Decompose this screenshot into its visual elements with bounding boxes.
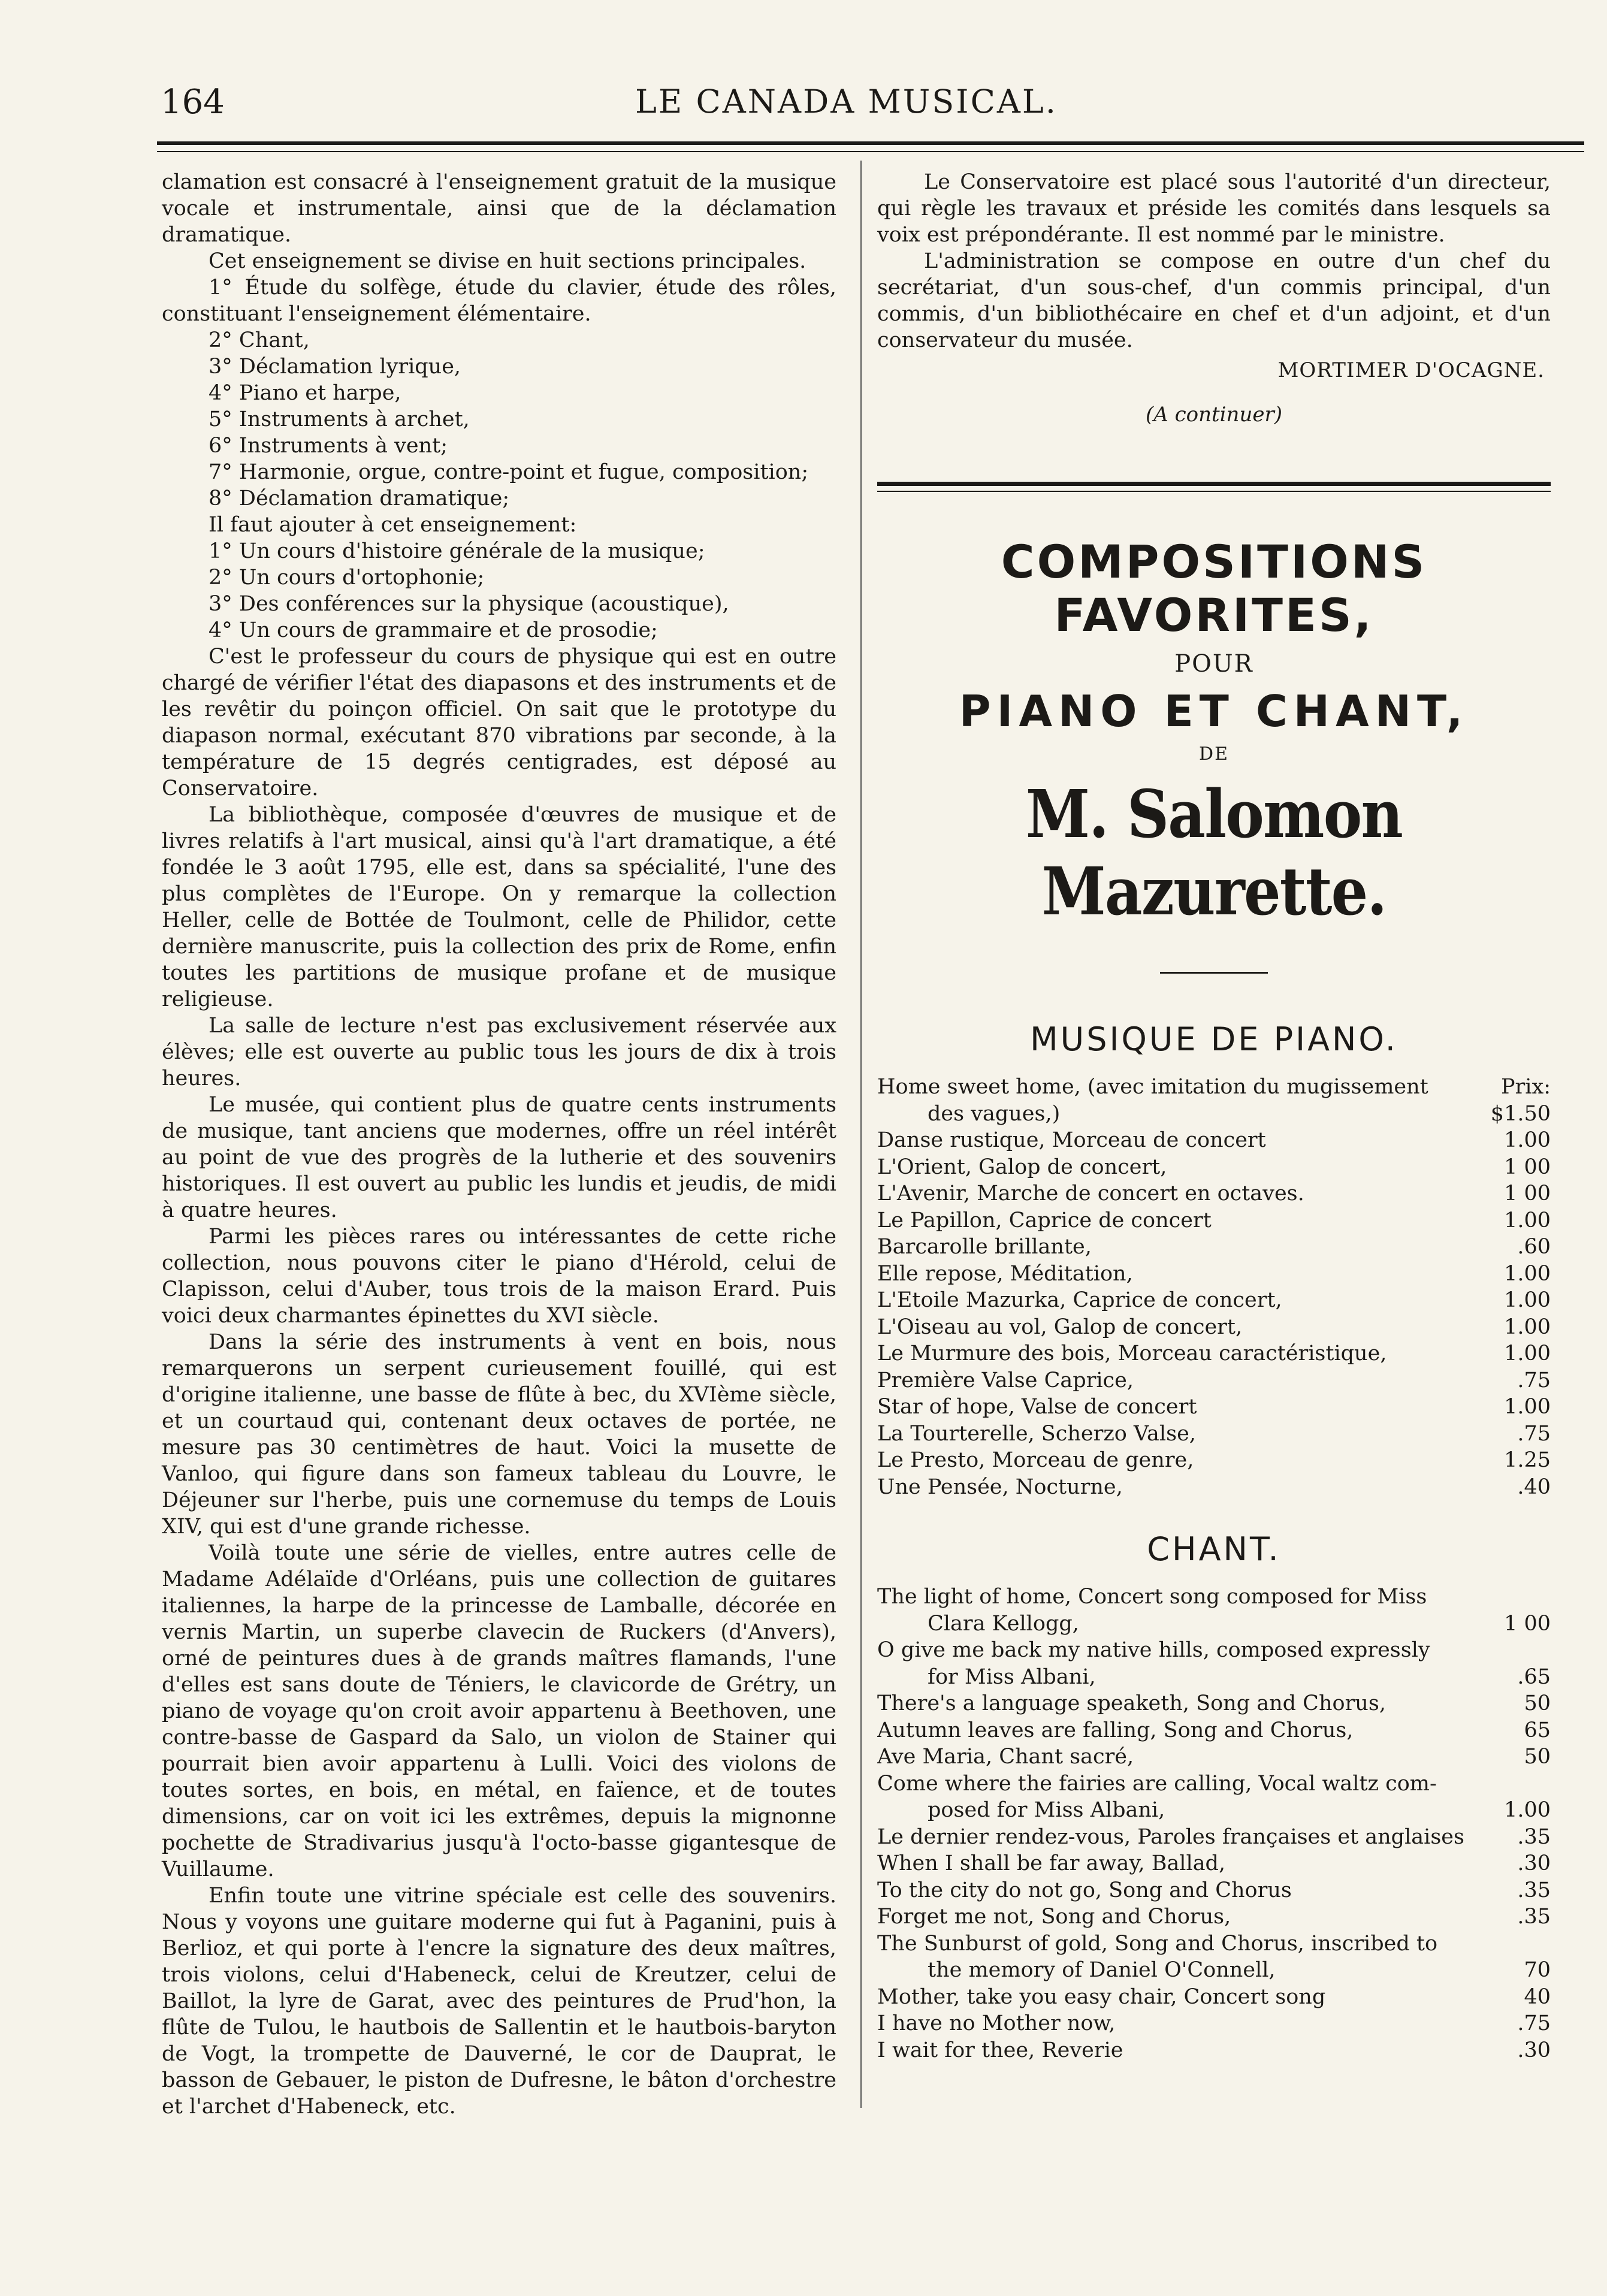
- page-number: 164: [161, 83, 225, 122]
- advert-title: COMPOSITIONS FAVORITES,: [1001, 535, 1427, 642]
- composition-title: Le dernier rendez-vous, Paroles françaises et anglaises: [877, 1824, 1464, 1849]
- composition-title: When I shall be far away, Ballad,: [877, 1851, 1226, 1875]
- list-item: 8° Déclamation dramatique;: [209, 487, 510, 510]
- composition-title: Barcarolle brillante,: [877, 1235, 1092, 1259]
- column-divider: [860, 161, 862, 2108]
- composition-price: 1.00: [1504, 1315, 1551, 1339]
- price-list-row: [877, 1127, 1551, 1154]
- composition-title: posed for Miss Albani,: [928, 1798, 1165, 1822]
- price-list-row: [877, 1584, 1551, 1611]
- chant-price-list: [877, 1584, 1551, 2064]
- price-list-row: [877, 1771, 1551, 1797]
- price-list-row: [877, 1287, 1551, 1314]
- composition-price: 1.00: [1504, 1342, 1551, 1365]
- composition-title: L'Oiseau au vol, Galop de concert,: [877, 1315, 1243, 1339]
- composer-name: M. Salomon Mazurette.: [1025, 775, 1403, 930]
- composition-title: I have no Mother now,: [877, 2011, 1116, 2035]
- composition-title: Come where the fairies are calling, Vocal waltz com-: [877, 1771, 1437, 1796]
- composition-title: for Miss Albani,: [928, 1664, 1096, 1689]
- paragraph: 1° Étude du solfège, étude du clavier, étude des rôles, constituant l'enseignement élémentaire.: [162, 276, 836, 326]
- price-list-row: [877, 1154, 1551, 1181]
- paragraph: C'est le professeur du cours de physique qui est en outre chargé de vérifier l'état des diapasons et des instruments et de les revêtir du poinçon officiel. On sait que le prototype du diapason normal, exécutant 870 vibrations par seconde, à la température de 15 degrés centigrades, est déposé au Conservatoire.: [162, 645, 836, 800]
- list-item: 2° Un cours d'ortophonie;: [209, 566, 485, 590]
- composition-price: 50: [1524, 1691, 1551, 1715]
- price-list-row: [877, 1394, 1551, 1421]
- advert-subtitle: PIANO ET CHANT,: [959, 686, 1469, 736]
- composition-price: 1.00: [1504, 1288, 1551, 1312]
- list-item: 3° Des conférences sur la physique (acoustique),: [209, 592, 729, 616]
- price-list-row: [877, 1314, 1551, 1341]
- price-list-row: [877, 1207, 1551, 1234]
- composition-title: L'Orient, Galop de concert,: [877, 1155, 1167, 1179]
- composition-price: 1 00: [1504, 1611, 1551, 1636]
- paragraph: Cet enseignement se divise en huit sections principales.: [209, 249, 806, 273]
- section-rule: [877, 482, 1551, 486]
- list-item: 2° Chant,: [209, 328, 310, 352]
- left-column: [162, 169, 836, 2120]
- paragraph: Le musée, qui contient plus de quatre cents instruments de musique, tant anciens que modernes, offre un réel intérêt au point de vue des progrès de la lutherie et des souvenirs historiques. Il est ouvert au public les lundis et jeudis, de midi à quatre heures.: [162, 1093, 836, 1222]
- composition-price: .75: [1517, 1421, 1551, 1446]
- composition-title: des vagues,): [928, 1101, 1061, 1126]
- composition-title: La Tourterelle, Scherzo Valse,: [877, 1421, 1196, 1446]
- advert-de: DE: [1199, 744, 1229, 765]
- composition-title: Autumn leaves are falling, Song and Chorus,: [877, 1718, 1354, 1742]
- composition-title: To the city do not go, Song and Chorus: [877, 1878, 1292, 1902]
- composition-price: 1.00: [1504, 1208, 1551, 1232]
- composition-title: Première Valse Caprice,: [877, 1368, 1134, 1392]
- price-list-row: [877, 1367, 1551, 1394]
- right-column: [877, 169, 1551, 2064]
- composition-title: Le Murmure des bois, Morceau caractéristique,: [877, 1342, 1387, 1365]
- composition-title: L'Etoile Mazurka, Caprice de concert,: [877, 1288, 1282, 1312]
- price-list-row: [877, 1101, 1551, 1128]
- price-list-row: [877, 1850, 1551, 1877]
- price-list-row: [877, 1744, 1551, 1771]
- price-list-row: [877, 1611, 1551, 1638]
- piano-price-list: [877, 1074, 1551, 1500]
- price-list-row: [877, 2037, 1551, 2064]
- composition-title: Star of hope, Valse de concert: [877, 1395, 1197, 1419]
- header-rule: [157, 141, 1584, 145]
- price-list-row: [877, 1931, 1551, 1957]
- paragraph: Le Conservatoire est placé sous l'autorité d'un directeur, qui règle les travaux et préside les comités dans lesquels sa voix est prépondérante. Il est nommé par le ministre.: [877, 170, 1551, 247]
- price-list-row: [877, 1717, 1551, 1744]
- composition-price: .30: [1517, 2038, 1551, 2062]
- composition-title: I wait for thee, Reverie: [877, 2038, 1123, 2062]
- composition-price: .75: [1517, 1368, 1551, 1392]
- paragraph: L'administration se compose en outre d'un chef du secrétariat, d'un sous-chef, d'un commis principal, d'un commis, d'un bibliothécaire en chef et d'un adjoint, et d'un conservateur du musée.: [877, 249, 1551, 352]
- composition-price: 1.25: [1504, 1448, 1551, 1472]
- composition-title: Le Papillon, Caprice de concert: [877, 1208, 1212, 1232]
- list-item: 6° Instruments à vent;: [209, 434, 448, 458]
- section-rule-thin: [877, 491, 1551, 492]
- composition-price: $1.50: [1490, 1101, 1551, 1126]
- advertisement: [877, 535, 1551, 2064]
- composition-title: Une Pensée, Nocturne,: [877, 1475, 1123, 1499]
- header-rule-thin: [157, 151, 1584, 152]
- price-list-row: [877, 1074, 1551, 1101]
- composition-title: The light of home, Concert song composed for Miss: [877, 1585, 1427, 1609]
- composition-title: Danse rustique, Morceau de concert: [877, 1128, 1266, 1152]
- composition-price: .35: [1517, 1824, 1551, 1849]
- list-item: Il faut ajouter à cet enseignement:: [209, 513, 577, 537]
- price-list-row: [877, 1797, 1551, 1824]
- paragraph: Enfin toute une vitrine spéciale est celle des souvenirs. Nous y voyons une guitare moderne qui fut à Paganini, puis à Berlioz, et qui porte à l'encre la signature des deux maîtres, trois violons, celui d'Habeneck, celui de Kreutzer, celui de Baillot, la lyre de Garat, avec des peintures de Prud'hon, la flûte de Tulou, le hautbois de Sallentin et le hautbois-baryton de Vogt, la trompette de Dauverné, le cor de Dauprat, le basson de Gebauer, le piston de Dufresne, le bâton d'orchestre et l'archet d'Habeneck, etc.: [162, 1884, 836, 2119]
- composition-price: Prix:: [1500, 1075, 1551, 1099]
- article-signature: MORTIMER D'OCAGNE.: [1277, 358, 1545, 382]
- list-item: 7° Harmonie, orgue, contre-point et fugue, composition;: [209, 460, 809, 484]
- composition-title: Elle repose, Méditation,: [877, 1261, 1133, 1286]
- price-list-row: [877, 1261, 1551, 1288]
- price-list-row: [877, 1984, 1551, 2011]
- composition-title: O give me back my native hills, composed expressly: [877, 1638, 1430, 1662]
- composition-title: The Sunburst of gold, Song and Chorus, inscribed to: [877, 1931, 1438, 1956]
- composition-title: Clara Kellogg,: [928, 1611, 1079, 1636]
- price-list-row: [877, 1340, 1551, 1367]
- section-heading-piano: MUSIQUE DE PIANO.: [1030, 1020, 1398, 1058]
- composition-price: 65: [1524, 1718, 1551, 1742]
- composition-title: Ave Maria, Chant sacré,: [877, 1745, 1134, 1769]
- price-list-row: [877, 1421, 1551, 1448]
- composition-title: Forget me not, Song and Chorus,: [877, 1905, 1231, 1929]
- list-item: 4° Piano et harpe,: [209, 381, 401, 405]
- composition-price: 40: [1524, 1984, 1551, 2009]
- composition-price: .30: [1517, 1851, 1551, 1875]
- price-list-row: [877, 1447, 1551, 1474]
- price-list-row: [877, 1234, 1551, 1261]
- list-item: 1° Un cours d'histoire générale de la musique;: [209, 539, 705, 563]
- list-item: 4° Un cours de grammaire et de prosodie;: [209, 618, 658, 642]
- paragraph: Voilà toute une série de vielles, entre autres celle de Madame Adélaïde d'Orléans, puis une collection de guitares italiennes, la harpe de la princesse de Lamballe, décorée en vernis Martin, un superbe clavecin de Ruckers (d'Anvers), orné de peintures dues à de grands maîtres flamands, l'une d'elles est sans doute de Téniers, le clavicorde de Grétry, un piano de voyage qu'on croit avoir appartenu à Beethoven, une contre-basse de Gaspard da Salo, un violon de Stainer qui pourrait bien avoir appartenu à Lulli. Voici des violons de toutes sortes, en bois, en métal, en faïence, et de toutes dimensions, car on voit ici les extrêmes, depuis la mignonne pochette de Stradivarius jusqu'à l'octo-basse gigantesque de Vuillaume.: [162, 1541, 836, 1881]
- to-be-continued: (A continuer): [1145, 403, 1282, 427]
- price-list-row: [877, 1664, 1551, 1691]
- price-list-row: [877, 2010, 1551, 2037]
- price-list-row: [877, 1180, 1551, 1207]
- list-item: 5° Instruments à archet,: [209, 407, 470, 431]
- composition-price: 1 00: [1504, 1155, 1551, 1179]
- price-list-row: [877, 1637, 1551, 1664]
- price-list-row: [877, 1877, 1551, 1904]
- price-list-row: [877, 1690, 1551, 1717]
- running-title: LE CANADA MUSICAL.: [635, 83, 1058, 120]
- composition-title: There's a language speaketh, Song and Chorus,: [877, 1691, 1386, 1715]
- advert-pour: POUR: [1174, 650, 1253, 678]
- composition-price: .35: [1517, 1905, 1551, 1929]
- composition-price: 1.00: [1504, 1128, 1551, 1152]
- price-list-row: [877, 1904, 1551, 1931]
- paragraph: Dans la série des instruments à vent en bois, nous remarquerons un serpent curieusement fouillé, qui est d'origine italienne, une basse de flûte à bec, du XVIème siècle, et un courtaud qui, contenant deux octaves de portée, ne mesure pas 30 centimètres de haut. Voici la musette de Vanloo, qui figure dans son fameux tableau du Louvre, le Déjeuner sur l'herbe, puis une cornemuse du temps de Louis XIV, qui est d'une grande richesse.: [162, 1330, 836, 1539]
- composition-title: Home sweet home, (avec imitation du mugissement: [877, 1075, 1428, 1099]
- price-list-row: [877, 1957, 1551, 1984]
- section-heading-chant: CHANT.: [1147, 1530, 1281, 1568]
- list-item: 3° Déclamation lyrique,: [209, 355, 461, 379]
- paragraph: La salle de lecture n'est pas exclusivement réservée aux élèves; elle est ouverte au public tous les jours de dix à trois heures.: [162, 1014, 836, 1090]
- composition-price: .60: [1517, 1235, 1551, 1259]
- composition-price: .65: [1517, 1664, 1551, 1689]
- paragraph: La bibliothèque, composée d'œuvres de musique et de livres relatifs à l'art musical, ainsi qu'à l'art dramatique, a été fondée le 3 août 1795, elle est, dans sa spécialité, l'une des plus complètes de l'Europe. On y remarque la collection Heller, celle de Bottée de Toulmont, celle de Philidor, cette dernière manuscrite, puis la collection des prix de Rome, enfin toutes les partitions de musique profane et de musique religieuse.: [162, 803, 836, 1011]
- composition-price: .35: [1517, 1878, 1551, 1902]
- price-list-row: [877, 1824, 1551, 1851]
- composition-price: .75: [1517, 2011, 1551, 2035]
- composition-title: the memory of Daniel O'Connell,: [928, 1958, 1276, 1982]
- composition-price: 1 00: [1504, 1182, 1551, 1206]
- composition-price: .40: [1517, 1475, 1551, 1499]
- paragraph: clamation est consacré à l'enseignement gratuit de la musique vocale et instrumentale, ainsi que de la déclamation dramatique.: [162, 170, 836, 247]
- composition-price: 50: [1524, 1745, 1551, 1769]
- price-list-row: [877, 1474, 1551, 1501]
- composition-title: Mother, take you easy chair, Concert song: [877, 1984, 1326, 2009]
- paragraph: Parmi les pièces rares ou intéressantes de cette riche collection, nous pouvons citer le piano d'Hérold, celui de Clapisson, celui d'Auber, tous trois de la maison Erard. Puis voici deux charmantes épinettes du XVI siècle.: [162, 1225, 836, 1328]
- composition-price: 1.00: [1504, 1261, 1551, 1286]
- composition-price: 70: [1524, 1958, 1551, 1982]
- short-rule: [1160, 972, 1268, 974]
- composition-title: L'Avenir, Marche de concert en octaves.: [877, 1182, 1304, 1206]
- composition-price: 1.00: [1504, 1395, 1551, 1419]
- composition-price: 1.00: [1504, 1798, 1551, 1822]
- composition-title: Le Presto, Morceau de genre,: [877, 1448, 1194, 1472]
